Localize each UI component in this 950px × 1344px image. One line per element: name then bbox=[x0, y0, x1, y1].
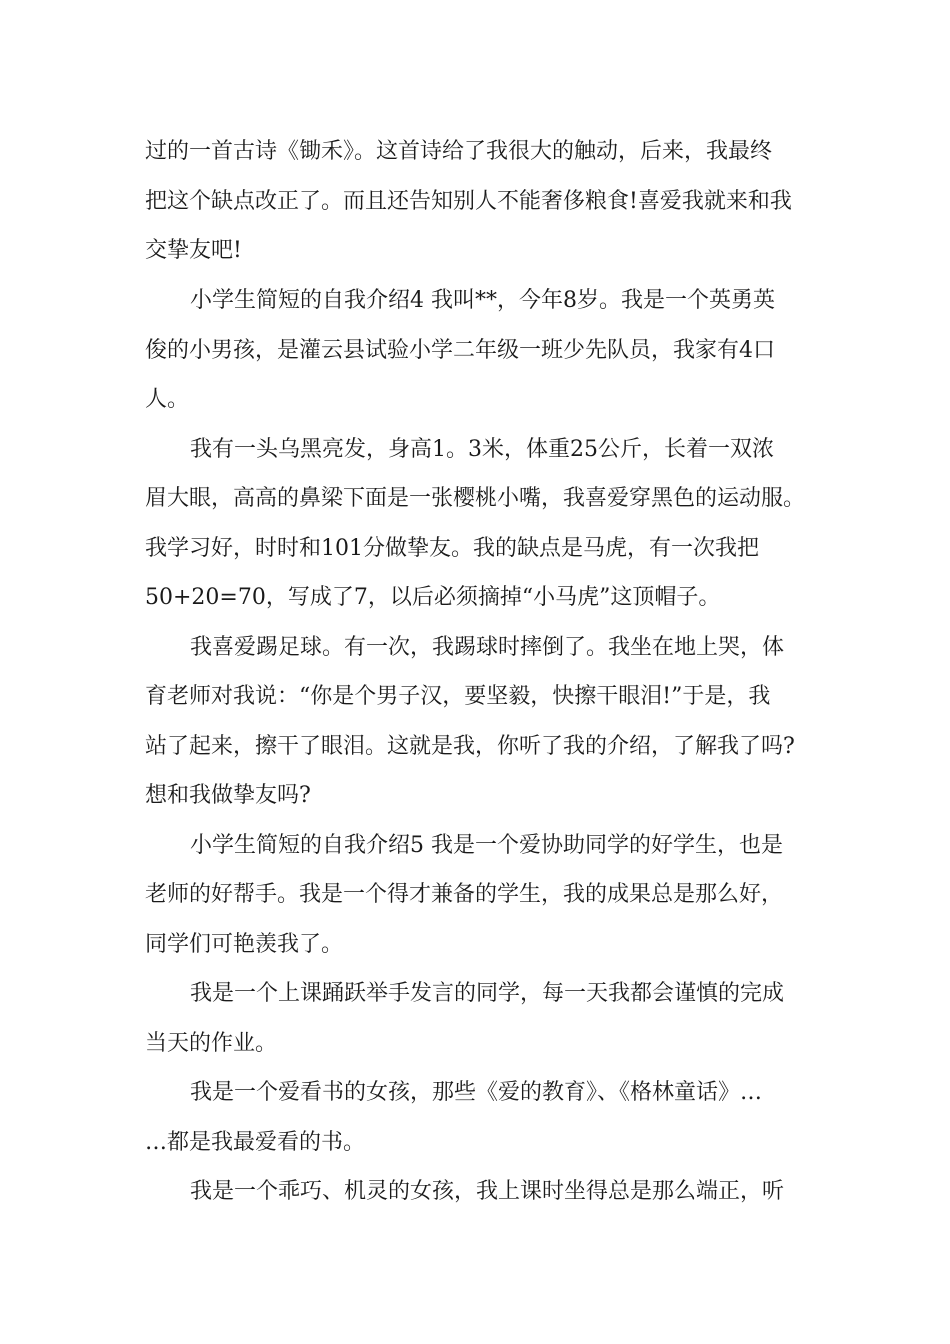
text-line: 眉大眼，高高的鼻梁下面是一张樱桃小嘴，我喜爱穿黑色的运动服。 bbox=[145, 486, 806, 511]
text-line: 我是一个上课踊跃举手发言的同学，每一天我都会谨慎的完成 bbox=[190, 981, 785, 1006]
text-line: 把这个缺点改正了。而且还告知别人不能奢侈粮食!喜爱我就来和我 bbox=[145, 189, 792, 214]
text-line: 站了起来，擦干了眼泪。这就是我，你听了我的介绍，了解我了吗? bbox=[145, 734, 795, 759]
text-line: 俊的小男孩，是灌云县试验小学二年级一班少先队员，我家有4口 bbox=[145, 338, 775, 363]
text-line: 我是一个爱看书的女孩，那些《爱的教育》、《格林童话》… bbox=[190, 1080, 763, 1105]
text-line: …都是我最爱看的书。 bbox=[145, 1130, 366, 1155]
text-line: 当天的作业。 bbox=[145, 1031, 278, 1056]
text-line: 人。 bbox=[145, 387, 190, 412]
text-line: 我是一个乖巧、机灵的女孩，我上课时坐得总是那么端正，听 bbox=[190, 1179, 785, 1204]
text-line: 同学们可艳羡我了。 bbox=[145, 932, 344, 957]
text-line: 小学生简短的自我介绍5 我是一个爱协助同学的好学生，也是 bbox=[190, 833, 783, 858]
text-line: 我学习好，时时和101分做挚友。我的缺点是马虎，有一次我把 bbox=[145, 536, 759, 561]
text-line: 育老师对我说：“你是个男子汉，要坚毅，快擦干眼泪!”于是，我 bbox=[145, 684, 771, 709]
text-line: 50+20=70，写成了7，以后必须摘掉“小马虎”这顶帽子。 bbox=[145, 585, 721, 610]
text-line: 我有一头乌黑亮发，身高1。3米，体重25公斤，长着一双浓 bbox=[190, 437, 774, 462]
text-line: 想和我做挚友吗? bbox=[145, 783, 311, 808]
text-line: 小学生简短的自我介绍4 我叫**，今年8岁。我是一个英勇英 bbox=[190, 288, 775, 313]
text-line: 我喜爱踢足球。有一次，我踢球时摔倒了。我坐在地上哭，体 bbox=[190, 635, 785, 660]
text-line: 交挚友吧! bbox=[145, 238, 242, 263]
text-line: 过的一首古诗《锄禾》。这首诗给了我很大的触动，后来，我最终 bbox=[145, 139, 773, 164]
text-line: 老师的好帮手。我是一个得才兼备的学生，我的成果总是那么好， bbox=[145, 882, 784, 907]
